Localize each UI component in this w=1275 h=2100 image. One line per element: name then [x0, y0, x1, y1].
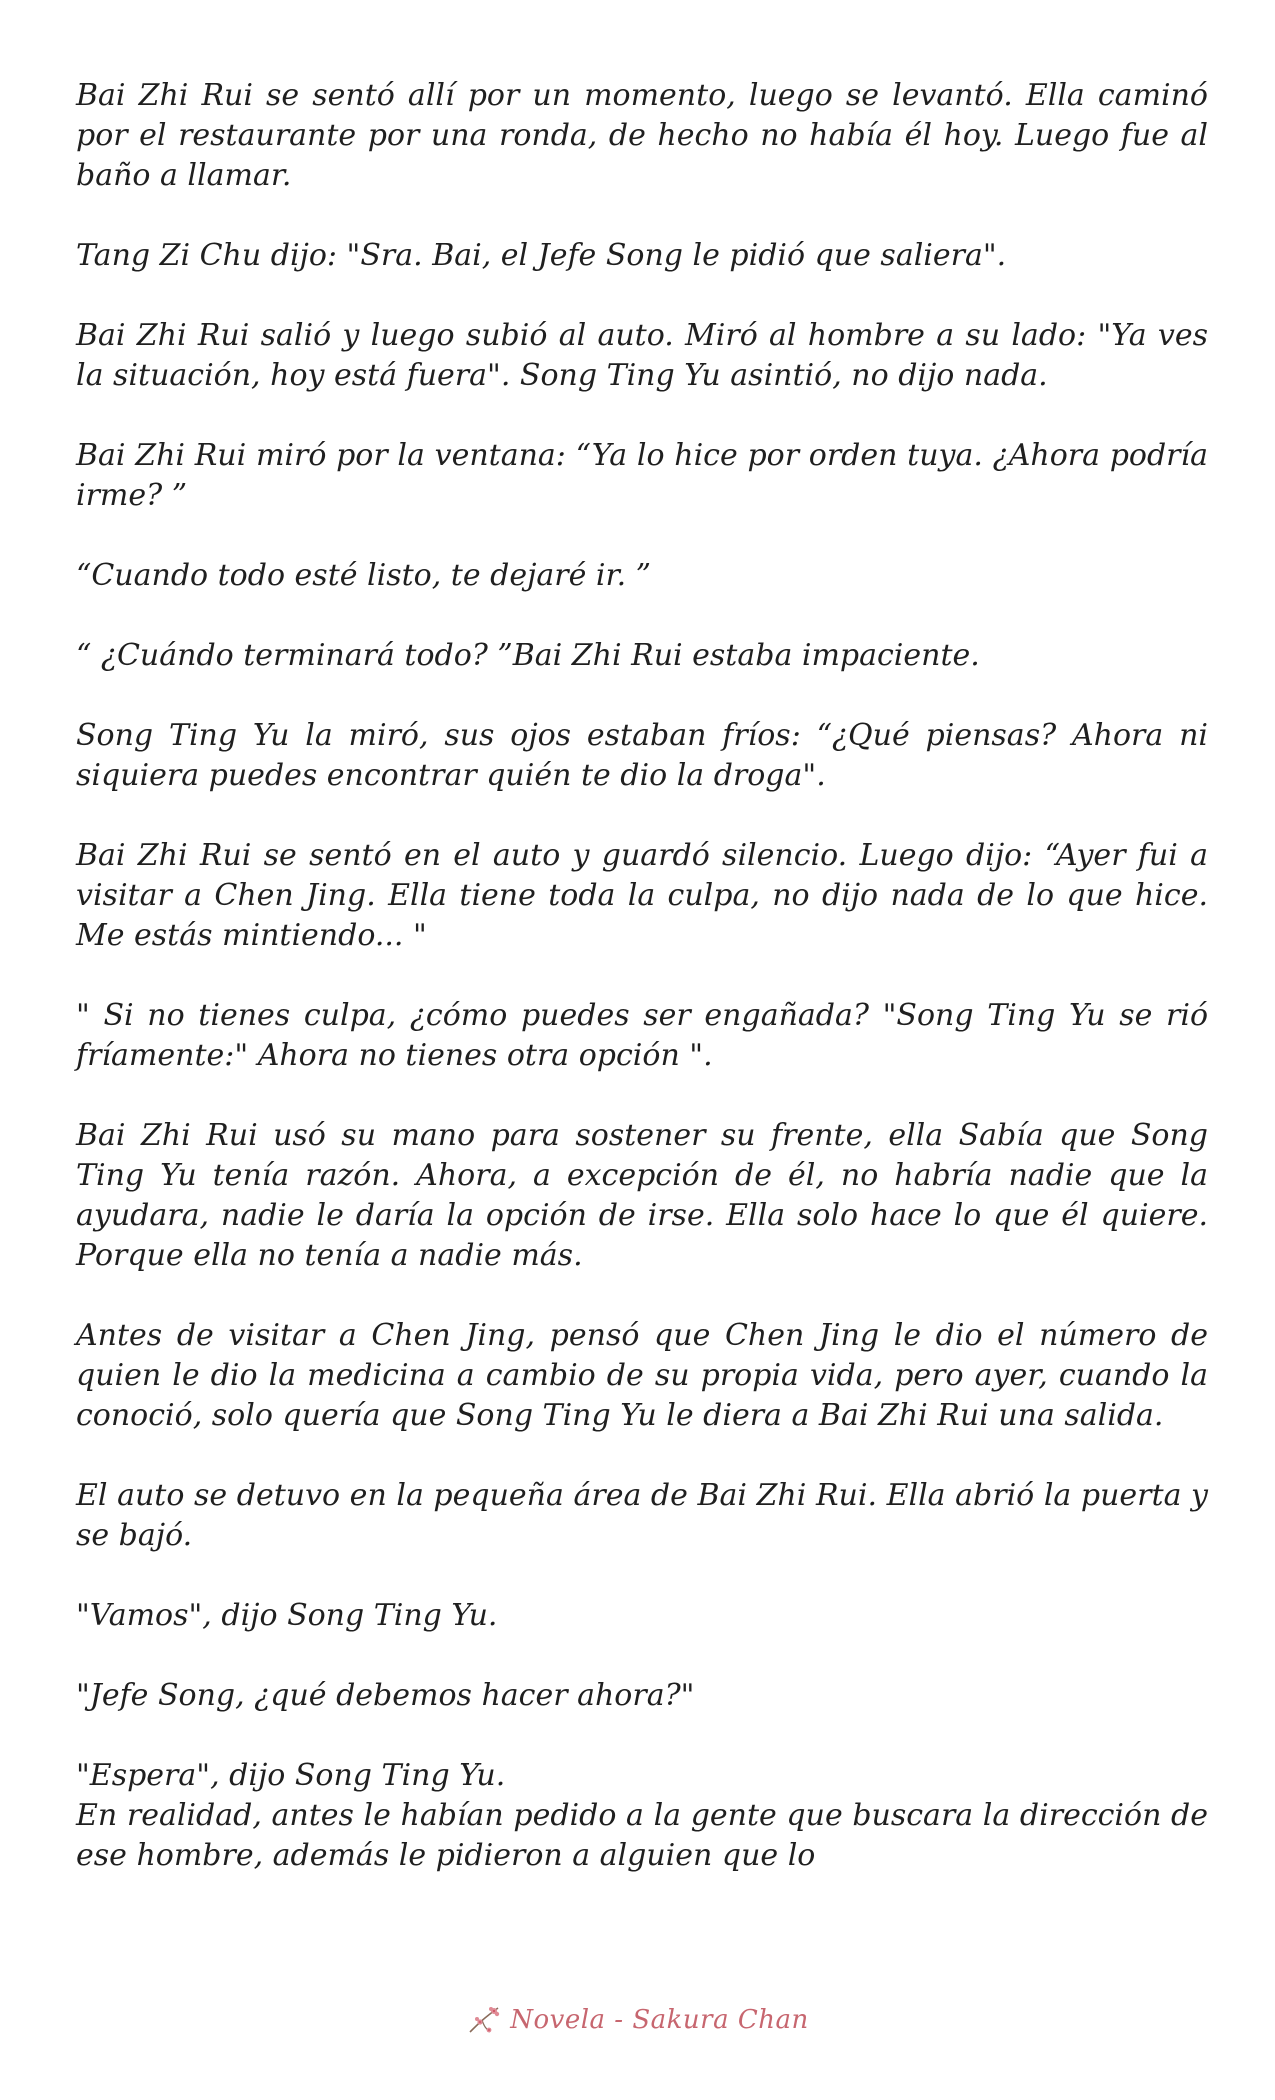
- paragraph: “Cuando todo esté listo, te dejaré ir. ”: [76, 558, 651, 593]
- sakura-branch-icon: [466, 2002, 502, 2038]
- paragraph: Antes de visitar a Chen Jing, pensó que Chen Jing le dio el número de quien le dio la medicina a cambio de su propia vida, pero ayer, cuando la conoció, solo quería que Song Ting Yu le diera a Bai Zhi Rui una salida.: [76, 1318, 1208, 1433]
- paragraph: Bai Zhi Rui salió y luego subió al auto. Miró al hombre a su lado: "Ya ves la situación, hoy está fuera". Song Ting Yu asintió, no dijo nada.: [76, 318, 1208, 393]
- paragraph: Tang Zi Chu dijo: "Sra. Bai, el Jefe Song le pidió que saliera".: [76, 238, 1007, 273]
- paragraph: Bai Zhi Rui miró por la ventana: “Ya lo hice por orden tuya. ¿Ahora podría irme? ”: [76, 438, 1208, 513]
- document-body: [76, 76, 1208, 1876]
- paragraph: "Vamos", dijo Song Ting Yu.: [76, 1598, 498, 1633]
- footer-credit: Novela - Sakura Chan: [510, 2005, 809, 2035]
- paragraph: Bai Zhi Rui se sentó allí por un momento, luego se levantó. Ella caminó por el restaurante por una ronda, de hecho no había él hoy. Luego fue al baño a llamar.: [76, 78, 1208, 193]
- paragraph: Bai Zhi Rui se sentó en el auto y guardó silencio. Luego dijo: “Ayer fui a visitar a Chen Jing. Ella tiene toda la culpa, no dijo nada de lo que hice. Me estás mintiendo... ": [76, 838, 1208, 953]
- paragraph: “ ¿Cuándo terminará todo? ”Bai Zhi Rui estaba impaciente.: [76, 638, 980, 673]
- page-footer: [0, 1998, 1275, 2042]
- paragraph: En realidad, antes le habían pedido a la gente que buscara la dirección de ese hombre, además le pidieron a alguien que lo: [76, 1798, 1208, 1873]
- paragraph: Bai Zhi Rui usó su mano para sostener su frente, ella Sabía que Song Ting Yu tenía razón. Ahora, a excepción de él, no habría nadie que la ayudara, nadie le daría la opción de irse. Ella solo hace lo que él quiere. Porque ella no tenía a nadie más.: [76, 1118, 1208, 1273]
- paragraph: " Si no tienes culpa, ¿cómo puedes ser engañada? "Song Ting Yu se rió fríamente:" Ahora no tienes otra opción ".: [76, 998, 1208, 1073]
- paragraph: "Espera", dijo Song Ting Yu.: [76, 1758, 506, 1793]
- paragraph: El auto se detuvo en la pequeña área de Bai Zhi Rui. Ella abrió la puerta y se bajó.: [76, 1478, 1208, 1553]
- paragraph: "Jefe Song, ¿qué debemos hacer ahora?": [76, 1678, 695, 1713]
- paragraph: Song Ting Yu la miró, sus ojos estaban fríos: “¿Qué piensas? Ahora ni siquiera puedes encontrar quién te dio la droga".: [76, 718, 1208, 793]
